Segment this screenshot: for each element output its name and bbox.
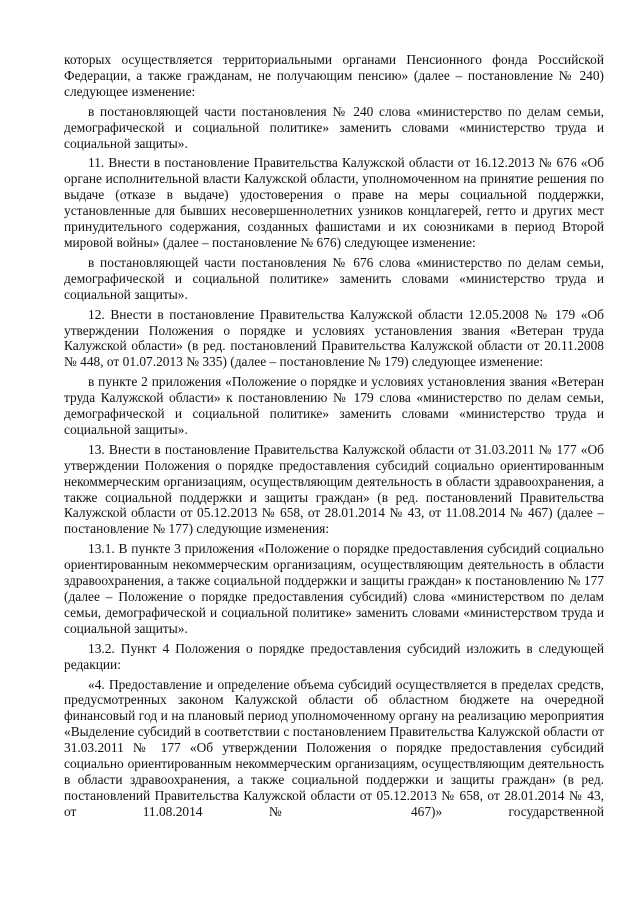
paragraph-item-12: 12. Внести в постановление Правительства Калужской области 12.05.2008 № 179 «Об утверждении Положения о порядке и условиях установления звания «Ветеран труда Калужской области» (в ред. постановлений Правительства Калужской области от 20.11.2008 № 448, от 01.07.2013 № 335) (далее – постановление № 179) следующее изменение: (64, 306, 604, 370)
paragraph-item-13-2: 13.2. Пункт 4 Положения о порядке предоставления субсидий изложить в следующей редакции: (64, 640, 604, 672)
paragraph-item-11: 11. Внести в постановление Правительства Калужской области от 16.12.2013 № 676 «Об органе исполнительной власти Калужской области, уполномоченном на принятие решения по выдаче (отказе в выдаче) удостоверения о праве на меры социальной поддержки, установленные для бывших несовершеннолетних узников концлагерей, гетто и других мест принудительного содержания, созданных фашистами и их союзниками в период Второй мировой войны» (далее – постановление № 676) следующее изменение: (64, 155, 604, 250)
paragraph-240-change: в постановляющей части постановления № 240 слова «министерство по делам семьи, демографической и социальной политике» заменить словами «министерство труда и социальной защиты». (64, 103, 604, 151)
paragraph-item-13-1: 13.1. В пункте 3 приложения «Положение о порядке предоставления субсидий социально ориентированным некоммерческим организациям, осуществляющим деятельность в области здравоохранения, а также социальной поддержки и защиты граждан» к постановлению № 177 (далее – Положение о порядке предоставления субсидий) слова «министерством по делам семьи, демографической и социальной политике» заменить словами «министерством труда и социальной защиты». (64, 541, 604, 636)
paragraph-676-change: в постановляющей части постановления № 676 слова «министерство по делам семьи, демографической и социальной политике» заменить словами «министерство труда и социальной защиты». (64, 254, 604, 302)
paragraph-179-change: в пункте 2 приложения «Положение о порядке и условиях установления звания «Ветеран труда Калужской области» к постановлению № 179 слова «министерство по делам семьи, демографической и социальной политике» заменить словами «министерство труда и социальной защиты». (64, 374, 604, 437)
document-body (64, 52, 604, 824)
paragraph-item-13: 13. Внести в постановление Правительства Калужской области от 31.03.2011 № 177 «Об утверждении Положения о порядке предоставления субсидий социально ориентированным некоммерческим организациям, осуществляющим деятельность в области здравоохранения, а также социальной поддержки и защиты граждан» (в ред. постановлений Правительства Калужской области от 05.12.2013 № 658, от 28.01.2014 № 43, от 11.08.2014 № 467) (далее – постановление № 177) следующие изменения: (64, 441, 604, 537)
paragraph-continuation: которых осуществляется территориальными органами Пенсионного фонда Российской Федерации, а также гражданам, не получающим пенсию» (далее – постановление № 240) следующее изменение: (64, 52, 604, 99)
paragraph-quoted-item-4: «4. Предоставление и определение объема субсидий осуществляется в пределах средств, предусмотренных законом Калужской области об областном бюджете на очередной финансовый год и на плановый период уполномоченному органу на реализацию мероприятия «Выделение субсидий в соответствии с постановлением Правительства Калужской области от 31.03.2011 № 177 «Об утверждении Положения о порядке предоставления субсидий социально ориентированным некоммерческим организациям, осуществляющим деятельность в области здравоохранения, а также социальной поддержки и защиты граждан» (в ред. постановлений Правительства Калужской области от 05.12.2013 № 658, от 28.01.2014 № 43, от 11.08.2014 № 467)» государственной (64, 676, 604, 819)
